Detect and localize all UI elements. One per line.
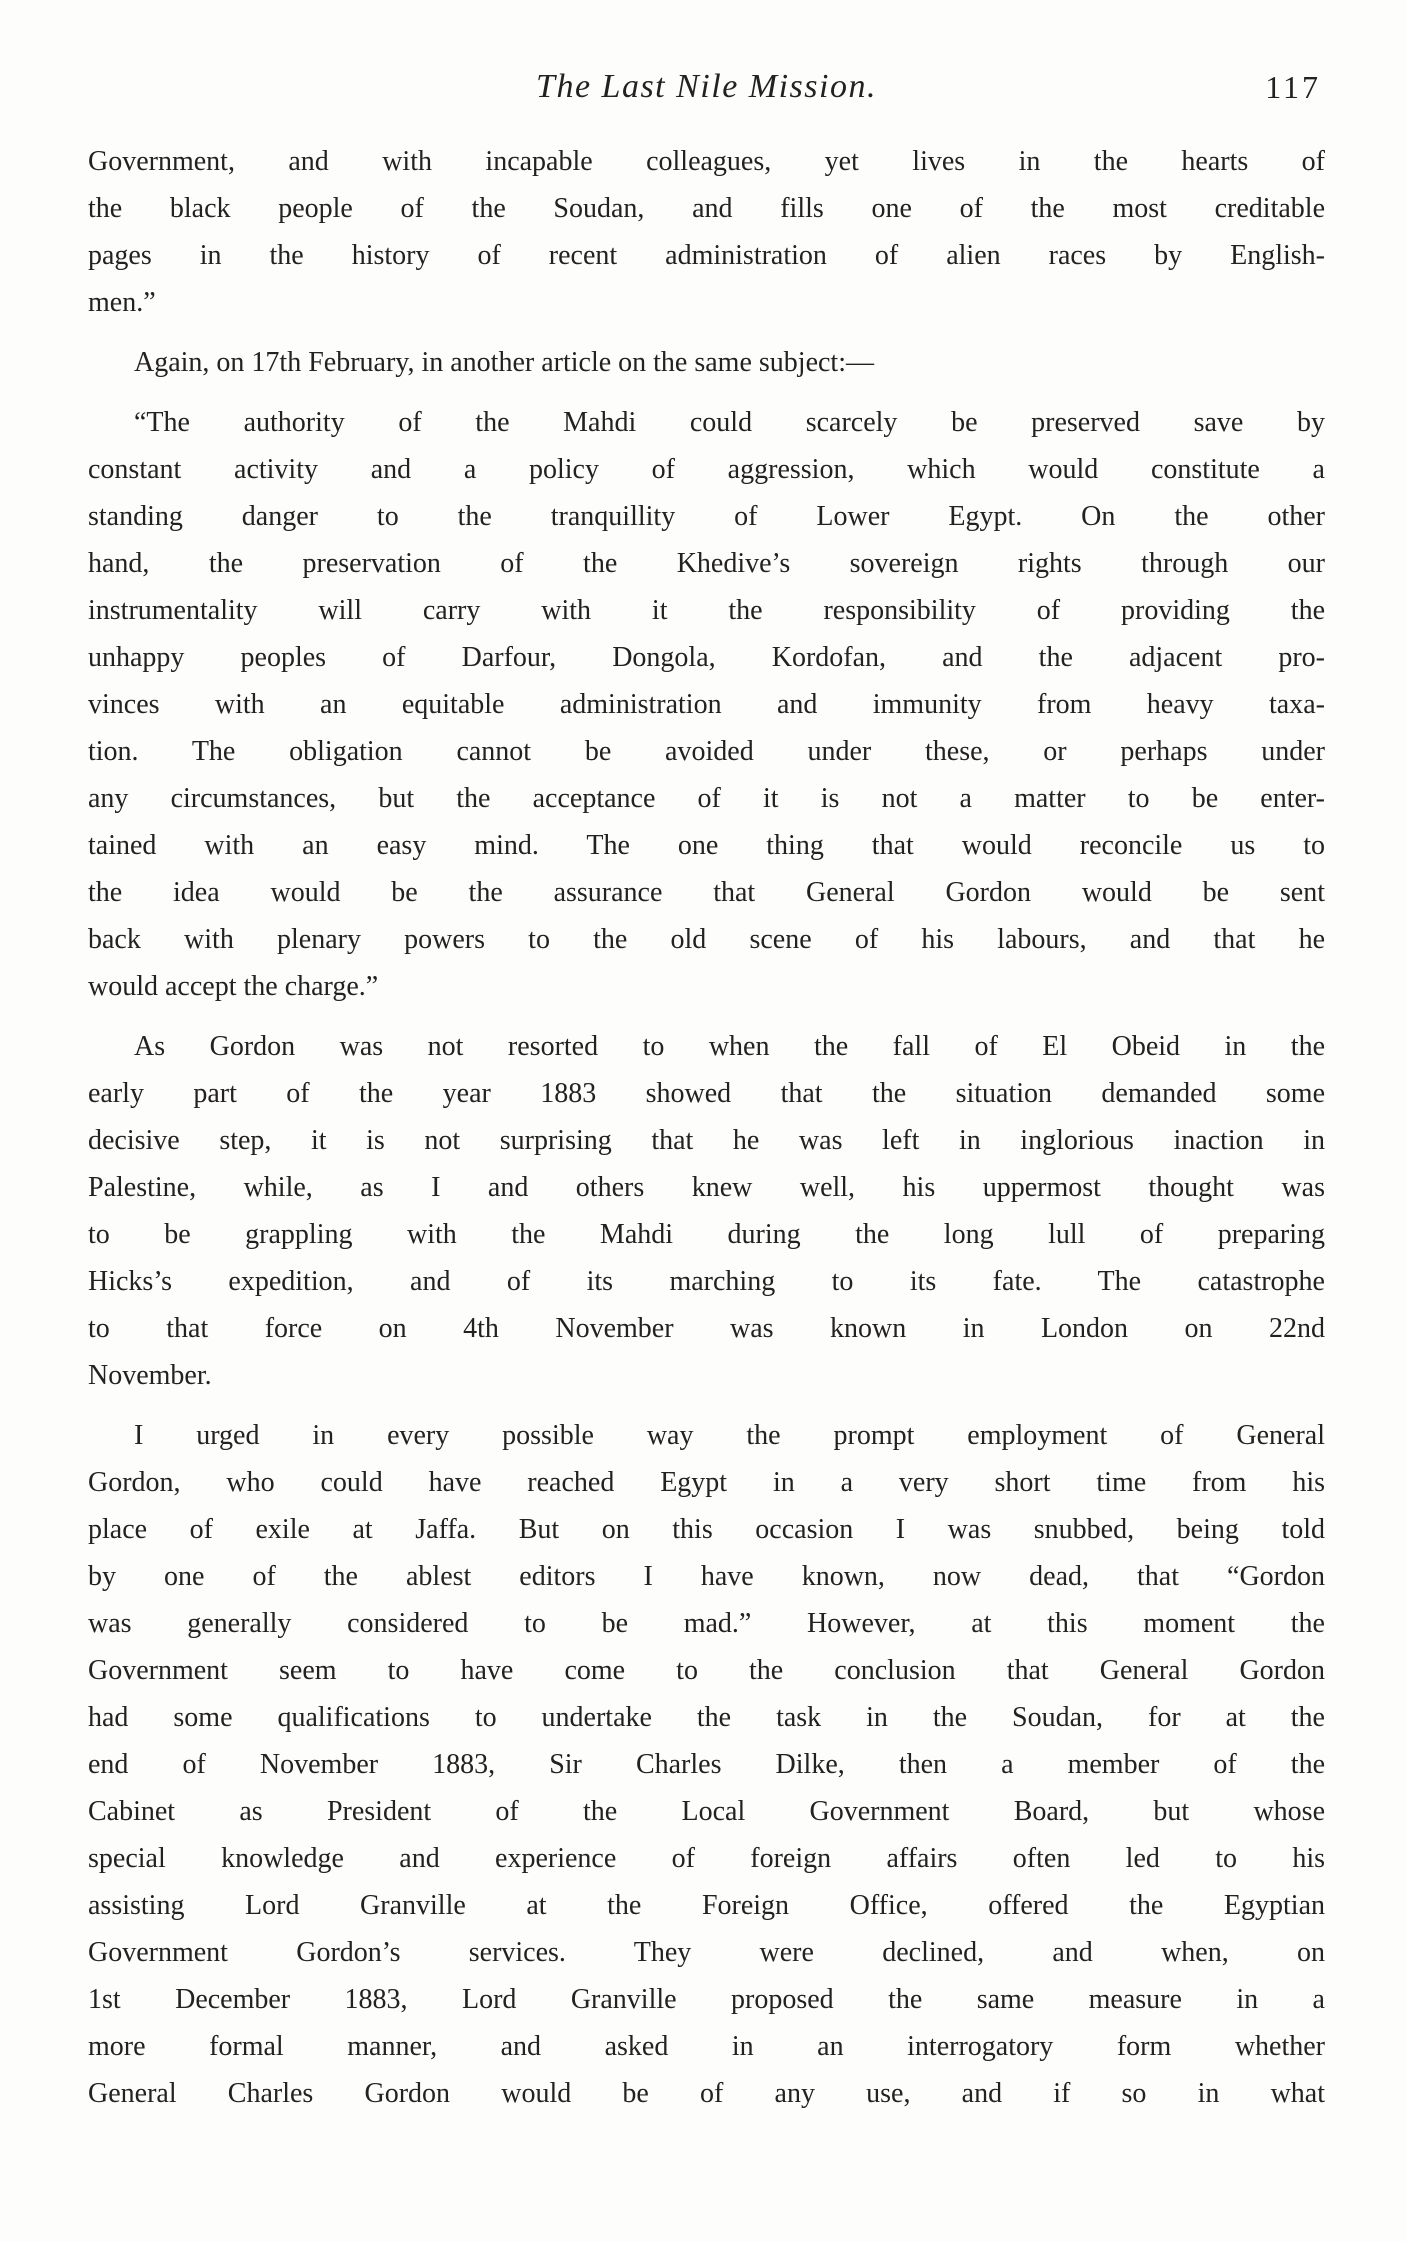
text-line: the idea would be the assurance that General Gordon would be sent [88,877,1325,908]
text-line: As Gordon was not resorted to when the fall of El Obeid in the [134,1031,1325,1062]
paragraph [88,339,1325,386]
text-line: Government Gordon’s services. They were declined, and when, on [88,1937,1325,1968]
text-line: I urged in every possible way the prompt employment of General [134,1420,1325,1451]
text-line: more formal manner, and asked in an interrogatory form whether [88,2031,1325,2062]
text-line: decisive step, it is not surprising that he was left in inglorious inaction in [88,1125,1325,1156]
text-line: place of exile at Jaffa. But on this occasion I was snubbed, being told [88,1514,1325,1545]
text-line: was generally considered to be mad.” However, at this moment the [88,1608,1325,1639]
text-line: tion. The obligation cannot be avoided under these, or perhaps under [88,736,1325,767]
text-line: special knowledge and experience of foreign affairs often led to his [88,1843,1325,1874]
text-line: by one of the ablest editors I have known, now dead, that “Gordon [88,1561,1325,1592]
text-line: 1st December 1883, Lord Granville proposed the same measure in a [88,1984,1325,2015]
paragraph [88,138,1325,326]
text-block [88,138,1325,2117]
page-number: 117 [1265,69,1321,105]
text-line: November. [88,1360,212,1391]
text-line: Government, and with incapable colleagues, yet lives in the hearts of [88,146,1325,177]
text-line: constant activity and a policy of aggression, which would constitute a [88,454,1325,485]
text-line: Hicks’s expedition, and of its marching to its fate. The catastrophe [88,1266,1325,1297]
text-line: unhappy peoples of Darfour, Dongola, Kordofan, and the adjacent pro- [88,642,1325,673]
text-line: vinces with an equitable administration and immunity from heavy taxa- [88,689,1325,720]
text-line: Palestine, while, as I and others knew well, his uppermost thought was [88,1172,1325,1203]
text-line: General Charles Gordon would be of any use, and if so in what [88,2078,1325,2109]
text-line: standing danger to the tranquillity of Lower Egypt. On the other [88,501,1325,532]
text-line: to that force on 4th November was known in London on 22nd [88,1313,1325,1344]
text-line: Government seem to have come to the conclusion that General Gordon [88,1655,1325,1686]
text-line: men.” [88,287,156,318]
text-line: had some qualifications to undertake the task in the Soudan, for at the [88,1702,1325,1733]
paragraph [88,399,1325,1010]
paragraph [88,1412,1325,2117]
text-line: to be grappling with the Mahdi during the long lull of preparing [88,1219,1325,1250]
text-line: “The authority of the Mahdi could scarcely be preserved save by [134,407,1325,438]
text-line: pages in the history of recent administration of alien races by English- [88,240,1325,271]
paragraph [88,1023,1325,1399]
text-line: end of November 1883, Sir Charles Dilke, then a member of the [88,1749,1325,1780]
text-line: assisting Lord Granville at the Foreign Office, offered the Egyptian [88,1890,1325,1921]
text-line: tained with an easy mind. The one thing that would reconcile us to [88,830,1325,861]
text-line: would accept the charge.” [88,971,379,1002]
page-title: The Last Nile Mission. [536,68,877,105]
text-line: early part of the year 1883 showed that the situation demanded some [88,1078,1325,1109]
text-line: the black people of the Soudan, and fills one of the most creditable [88,193,1325,224]
page-header [88,62,1325,112]
text-line: instrumentality will carry with it the responsibility of providing the [88,595,1325,626]
text-line: Gordon, who could have reached Egypt in a very short time from his [88,1467,1325,1498]
text-line: back with plenary powers to the old scene of his labours, and that he [88,924,1325,955]
page-content [88,62,1325,2117]
text-line: hand, the preservation of the Khedive’s sovereign rights through our [88,548,1325,579]
text-line: any circumstances, but the acceptance of it is not a matter to be enter- [88,783,1325,814]
text-line: Cabinet as President of the Local Government Board, but whose [88,1796,1325,1827]
text-line: Again, on 17th February, in another article on the same subject:— [134,347,874,378]
